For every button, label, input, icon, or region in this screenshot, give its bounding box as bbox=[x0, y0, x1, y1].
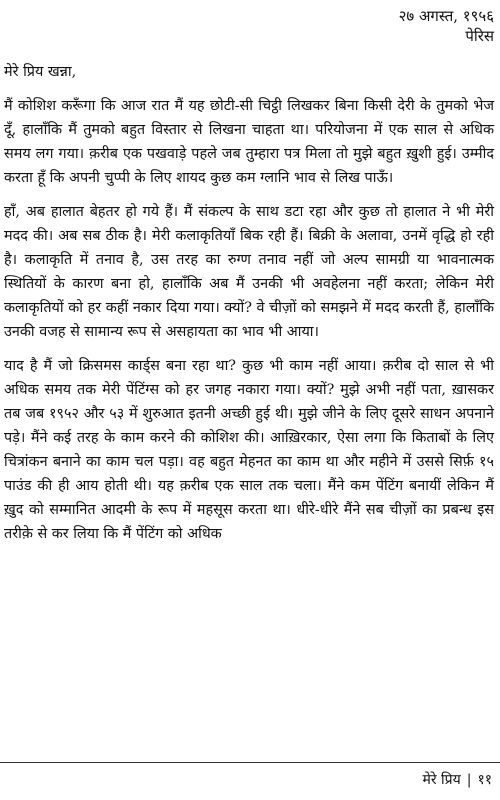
page-number: ११ bbox=[477, 772, 492, 788]
footer-separator: | bbox=[466, 772, 472, 788]
page-footer bbox=[422, 770, 492, 790]
running-title: मेरे प्रिय bbox=[422, 772, 461, 788]
salutation: मेरे प्रिय खन्ना, bbox=[4, 64, 77, 80]
letter-date: २७ अगस्त, १९५६ bbox=[398, 7, 494, 25]
paragraph-3: याद है मैं जो क्रिसमस कार्ड्स बना रहा था? कुछ भी काम नहीं आया। क़रीब दो साल से भी अधिक समय तक मेरी पेंटिंग्स को हर जगह नकारा गया। क्यों? मुझे अभी नहीं पता, ख़ासकर तब जब १९५२ और ५३ में शुरुआत इतनी अच्छी हुई थी। मुझे जीने के लिए दूसरे साधन अपनाने पड़े। मैंने कई तरह के काम करने की कोशिश की। आख़िरकार, ऐसा लगा कि किताबों के लिए चित्रांकन बनाने का काम चल पड़ा। वह बहुत मेहनत का काम था और महीने में उससे सिर्फ़ १५ पाउंड की ही आय होती थी। यह क़रीब एक साल तक चला। मैंने कम पेंटिंग बनायीं लेकिन मैं ख़ुद को सम्मानित आदमी के रूप में महसूस करता था। धीरे-धीरे मैंने सब चीज़ों का प्रबन्ध इस तरीक़े से कर लिया कि मैं पेंटिंग को अधिक bbox=[4, 358, 494, 542]
footer-divider bbox=[0, 762, 500, 763]
paragraph-1: मैं कोशिश करूँगा कि आज रात मैं यह छोटी-सी चिट्ठी लिखकर बिना किसी देरी के तुमको भेज दूँ, हालाँकि मैं तुमको बहुत विस्तार से लिखना चाहता था। परियोजना में एक साल से अधिक समय लग गया। क़रीब एक पखवाड़े पहले जब तुम्हारा पत्र मिला तो मुझे बहुत ख़ुशी हुई। उम्मीद करता हूँ कि अपनी चुप्पी के लिए शायद कुछ कम ग्लानि भाव से लिख पाऊँ। bbox=[4, 98, 494, 186]
paragraph-2: हाँ, अब हालात बेहतर हो गये हैं। मैं संकल्प के साथ डटा रहा और कुछ तो हालात ने भी मेरी मदद की। अब सब ठीक है। मेरी कलाकृतियाँ बिक रही हैं। बिक्री के अलावा, उनमें वृद्धि हो रही है। कलाकृति में तनाव है, उस तरह का रुग्ण तनाव नहीं जो अल्प सामग्री या भावनात्मक स्थितियों के कारण बना हो, हालाँकि अब मैं उनकी भी अवहेलना नहीं करता; लेकिन मेरी कलाकृतियों को हर कहीं नकार दिया गया। क्यों? वे चीज़ों को समझने में मदद करती हैं, हालाँकि उनकी वजह से सामान्य रूप से असहायता का भाव भी आया। bbox=[4, 204, 494, 340]
letter-body bbox=[4, 60, 494, 556]
letter-place: पेरिस bbox=[465, 27, 494, 45]
